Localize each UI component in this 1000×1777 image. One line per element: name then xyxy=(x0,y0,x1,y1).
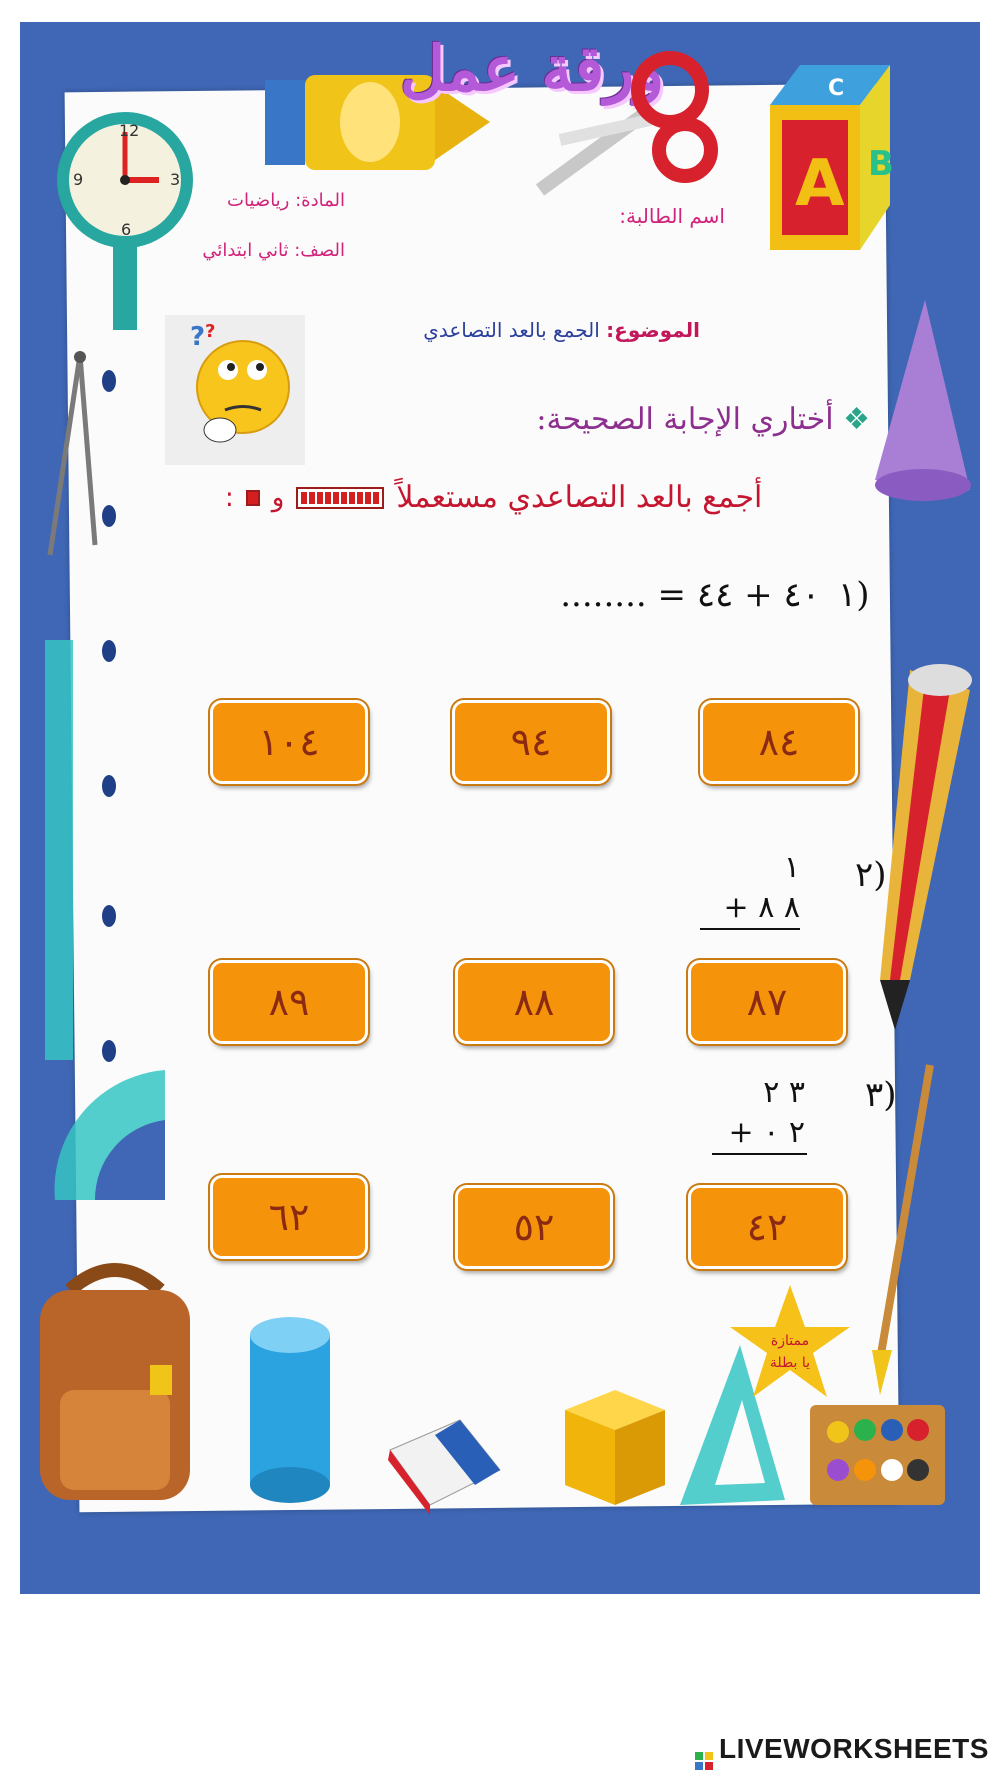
ruler-icon xyxy=(40,640,80,1060)
scissors-icon xyxy=(520,40,720,200)
q2-option-2[interactable]: ٨٨ xyxy=(455,960,613,1044)
grade-label: الصف: ثاني ابتدائي xyxy=(202,240,345,261)
svg-text:9: 9 xyxy=(73,170,84,189)
binder-hole xyxy=(102,640,116,662)
topic-value: الجمع بالعد التصاعدي xyxy=(423,318,600,342)
liveworksheets-logo-icon xyxy=(695,1752,713,1770)
cube-icon xyxy=(545,1380,675,1510)
instruction-line xyxy=(225,480,762,515)
q2-option-3[interactable]: ٨٩ xyxy=(210,960,368,1044)
worksheet-title: ورقة عمل xyxy=(400,32,665,105)
pencil-icon xyxy=(870,650,980,1030)
bullet-icon: ❖ xyxy=(843,402,870,437)
topic xyxy=(390,318,700,342)
compass-icon xyxy=(40,345,100,565)
q2-option-1[interactable]: ٨٧ xyxy=(688,960,846,1044)
liveworksheets-logo xyxy=(695,1733,989,1770)
topic-label: الموضوع: xyxy=(606,318,700,342)
binder-hole xyxy=(102,775,116,797)
question-2-number: ٢) xyxy=(855,855,887,895)
svg-text:6: 6 xyxy=(121,220,132,239)
cylinder-icon xyxy=(240,1310,340,1510)
question-3-number: ٣) xyxy=(865,1075,897,1115)
unit-cube-icon xyxy=(246,490,260,506)
instruction-heading-text: أختاري الإجابة الصحيحة: xyxy=(536,402,834,437)
binder-hole xyxy=(102,505,116,527)
svg-text:?: ? xyxy=(205,321,216,342)
paintbrush-icon xyxy=(860,1060,940,1400)
svg-text:3: 3 xyxy=(170,170,181,189)
question-2-bottom: + ٨ ٨ xyxy=(723,890,800,925)
colon-label: : xyxy=(225,482,234,513)
question-2-top: ١ xyxy=(783,850,800,885)
question-3-sum-line xyxy=(712,1153,807,1155)
q1-option-1[interactable]: ٨٤ xyxy=(700,700,858,784)
protractor-icon xyxy=(45,1050,175,1210)
q3-option-2[interactable]: ٥٢ xyxy=(455,1185,613,1269)
brand-text: LIVEWORKSHEETS xyxy=(719,1733,989,1764)
svg-text:B: B xyxy=(868,144,894,184)
tens-rod-icon xyxy=(296,487,384,509)
eraser-icon xyxy=(380,1410,510,1520)
subject-label: المادة: رياضيات xyxy=(227,190,345,211)
thinking-face-icon xyxy=(165,315,305,465)
abc-block-icon xyxy=(770,55,910,255)
svg-text:?: ? xyxy=(190,322,206,352)
binder-hole xyxy=(102,370,116,392)
star-text-line-2: يا بطلة xyxy=(769,1355,811,1371)
cone-icon xyxy=(865,290,975,510)
instruction-text: أجمع بالعد التصاعدي مستعملاً xyxy=(396,480,763,515)
question-1-number: ١) xyxy=(838,575,870,615)
student-name-label: اسم الطالبة: xyxy=(619,204,725,228)
instruction-heading xyxy=(470,402,870,437)
paint-palette-icon xyxy=(810,1400,950,1510)
q1-option-3[interactable]: ١٠٤ xyxy=(210,700,368,784)
svg-text:12: 12 xyxy=(119,121,140,140)
svg-text:A: A xyxy=(795,147,845,221)
clock-icon xyxy=(55,70,195,330)
svg-text:C: C xyxy=(828,76,845,101)
q3-option-3[interactable]: ٦٢ xyxy=(210,1175,368,1259)
binder-hole xyxy=(102,905,116,927)
question-3-bottom: + ٢ ٠ xyxy=(728,1115,805,1150)
question-1-equation: ٤٠ + ٤٤ = ........ xyxy=(560,575,820,615)
backpack-icon xyxy=(30,1250,200,1510)
and-label: و xyxy=(271,482,285,513)
question-3-top: ٣ ٢ xyxy=(763,1075,805,1110)
star-message xyxy=(760,1330,820,1374)
q3-option-1[interactable]: ٤٢ xyxy=(688,1185,846,1269)
question-2-sum-line xyxy=(700,928,800,930)
q1-option-2[interactable]: ٩٤ xyxy=(452,700,610,784)
star-text-line-1: ممتازة xyxy=(770,1333,810,1349)
